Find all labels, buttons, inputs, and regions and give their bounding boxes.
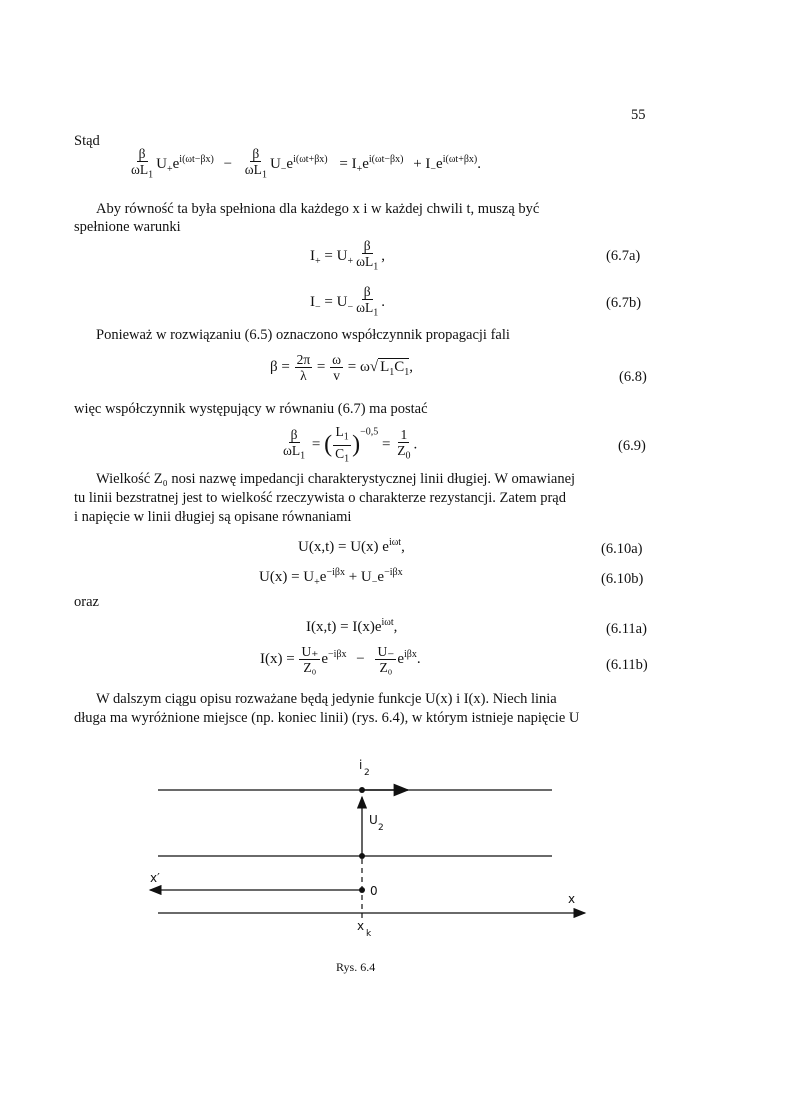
rhs-term: = I: [339, 155, 357, 172]
symbol: e: [319, 569, 327, 585]
symbol: I: [310, 247, 315, 264]
punct: .: [416, 650, 421, 667]
exponent: iβx: [404, 648, 417, 660]
equation-6-7b: [310, 284, 385, 321]
exponent: iωt: [381, 617, 394, 628]
equation-intro: $\frac{\beta}{\omega L_1}$ $U_+e^{i(\omega t-\beta x)}$ − $\frac{\beta}{\omega L_1}$ $U_-e^{i(\omega t+\beta x)} = I_+e^{i(\omega t-\beta x)} + I_-e^{i(\omega t+\beta x)}$.: [131, 146, 481, 181]
frac-num: 1: [400, 426, 408, 442]
symbol-u: U: [269, 155, 281, 172]
frac-num: 2π: [296, 352, 311, 367]
frac-num: ω: [332, 352, 342, 367]
label-i2: i: [359, 758, 363, 772]
paragraph-line: tu linii bezstratnej jest to wielkość rzeczywista o charakterze rezystancji. Zatem prąd: [74, 490, 566, 506]
subscript: −: [371, 577, 378, 588]
equation-label: (6.10b): [601, 571, 644, 587]
exponent: i(ωt−βx): [368, 153, 404, 165]
equation-label: (6.8): [619, 369, 647, 385]
minus-sign: −: [223, 155, 233, 172]
subscript: 1: [148, 169, 154, 181]
subscript: 1: [404, 366, 410, 378]
origin-point: [359, 887, 365, 893]
exponent: −iβx: [328, 648, 347, 660]
word-oraz: oraz: [74, 594, 99, 610]
frac-num: β: [363, 238, 371, 253]
punct: .: [413, 436, 418, 453]
equation-6-10b: [259, 567, 403, 588]
equation-text: U(x,t) = U(x) e: [298, 539, 389, 555]
punct: ,: [409, 358, 414, 375]
equation-label: (6.9): [618, 438, 646, 454]
equation-label: (6.7b): [606, 295, 642, 311]
equation-6-11a: [306, 617, 397, 636]
figure-6-4: [130, 755, 600, 945]
punct: ,: [401, 539, 405, 555]
symbol: I: [310, 293, 315, 310]
equals: = ω: [347, 358, 370, 375]
symbol: C: [335, 445, 345, 461]
label-i2-sub: 2: [364, 768, 370, 778]
equals: =: [382, 436, 391, 453]
symbol: L: [335, 424, 344, 439]
subscript: +: [314, 577, 320, 588]
punct: ,: [393, 619, 398, 635]
label-zero: 0: [370, 884, 378, 898]
subscript: 1: [389, 366, 395, 378]
subscript: 1: [300, 450, 306, 462]
frac-den: Z₀: [303, 660, 317, 675]
equation-label: (6.10a): [601, 541, 643, 557]
figure-caption: Rys. 6.4: [336, 960, 376, 974]
punct: ,: [381, 247, 385, 264]
punct: .: [381, 293, 385, 310]
paragraph-line: więc współczynnik występujący w równaniu (6.7) ma postać: [74, 401, 428, 417]
equation-label: (6.7a): [606, 248, 641, 264]
equation-label: (6.11b): [606, 657, 648, 673]
symbol-u: U: [156, 155, 167, 172]
equation-text: U(x) = U: [259, 569, 315, 585]
exponent: −iβx: [384, 567, 403, 578]
frac-num: β: [290, 426, 298, 442]
subscript: 1: [343, 431, 349, 443]
frac-num: U₊: [301, 644, 319, 659]
subscript: −: [430, 163, 437, 175]
label-x-prime: x′: [150, 871, 160, 885]
rhs-term: + I: [413, 155, 431, 172]
subscript: −: [280, 163, 287, 175]
label-u2: U: [369, 813, 378, 827]
exponent: −0,5: [360, 426, 379, 438]
word-stad: Stąd: [74, 133, 100, 149]
subscript: +: [315, 255, 321, 267]
subscript: 1: [261, 169, 267, 181]
exponent: i(ωt+βx): [293, 153, 328, 165]
equation-text: I(x) =: [260, 650, 295, 667]
frac-den: v: [333, 368, 340, 383]
equals: =: [316, 358, 326, 375]
symbol: = U: [320, 247, 348, 264]
subscript: +: [166, 163, 173, 175]
frac-den: Z₀: [379, 660, 393, 675]
paragraph-line: Ponieważ w rozwiązaniu (6.5) oznaczono współczynnik propagacji fali: [96, 327, 510, 343]
symbol: L: [380, 358, 390, 375]
frac-den: ωL: [244, 162, 262, 177]
exponent: −iβx: [326, 567, 345, 578]
subscript: 1: [373, 261, 379, 273]
equation-text: I(x,t) = I(x)e: [306, 619, 382, 635]
symbol: = U: [320, 293, 348, 310]
equation-6-11b: [260, 644, 421, 675]
exponent: iωt: [388, 537, 402, 548]
frac-den: Z: [397, 442, 406, 458]
equation-6-7a: [310, 238, 385, 275]
subscript: +: [356, 163, 363, 175]
equation-label: (6.11a): [606, 621, 647, 637]
symbol: e: [321, 650, 328, 667]
subscript: 1: [344, 453, 350, 465]
equals: =: [311, 436, 321, 453]
frac-den: ωL: [356, 254, 374, 269]
paragraph-line: Aby równość ta była spełniona dla każdego x i w każdej chwili t, muszą być: [96, 201, 540, 217]
subscript: 1: [373, 307, 379, 319]
frac-num: U₋: [377, 644, 395, 659]
paragraph-line: długa ma wyróżnione miejsce (np. koniec linii) (rys. 6.4), w którym istnieje napięcie U: [74, 710, 580, 726]
paragraph-line: spełnione warunki: [74, 219, 181, 235]
page-number: 55: [631, 107, 646, 123]
subscript: −: [315, 301, 321, 313]
frac-num: β: [363, 284, 371, 299]
frac-den: ωL: [356, 300, 374, 315]
frac-den: ωL: [283, 442, 301, 458]
equation-6-10a: [298, 537, 405, 556]
equation-text: + U: [344, 569, 372, 585]
paragraph-line: W dalszym ciągu opisu rozważane będą jedynie funkcje U(x) i I(x). Niech linia: [96, 691, 557, 707]
minus-sign: −: [356, 650, 365, 667]
subscript: −: [347, 301, 354, 313]
equation-6-9: $\frac{\beta}{\omega L_1}$ = ( $\frac{L_1}{C_1}$ )$^{-0,5}$ = $\frac{1}{Z_0}$ .: [283, 424, 418, 465]
subscript: 0: [405, 450, 411, 462]
symbol: e: [397, 650, 405, 667]
paragraph-line: i napięcie w linii długiej są opisane równaniami: [74, 509, 352, 525]
symbol: e: [377, 569, 385, 585]
frac-num: β: [252, 146, 260, 161]
frac-den: λ: [300, 368, 307, 383]
label-xk: x: [357, 919, 365, 933]
exponent: i(ωt+βx): [442, 153, 478, 165]
paragraph-line: Wielkość Z₀ nosi nazwę impedancji charakterystycznej linii długiej. W omawianej: [96, 471, 576, 487]
label-x: x: [568, 892, 576, 906]
equation-6-8: β = $\frac{2\pi}{\lambda}$ = $\frac{\omega}{v}$ = ω√ $L_1C_1$,: [270, 352, 414, 383]
frac-num: β: [138, 146, 146, 161]
frac-den: ωL: [131, 162, 149, 177]
symbol: β =: [270, 358, 290, 375]
label-xk-sub: k: [366, 929, 372, 939]
subscript: +: [347, 255, 354, 267]
symbol: C: [394, 358, 405, 375]
label-u2-sub: 2: [378, 823, 384, 833]
node-top: [359, 787, 365, 793]
exponent: i(ωt−βx): [179, 153, 214, 165]
